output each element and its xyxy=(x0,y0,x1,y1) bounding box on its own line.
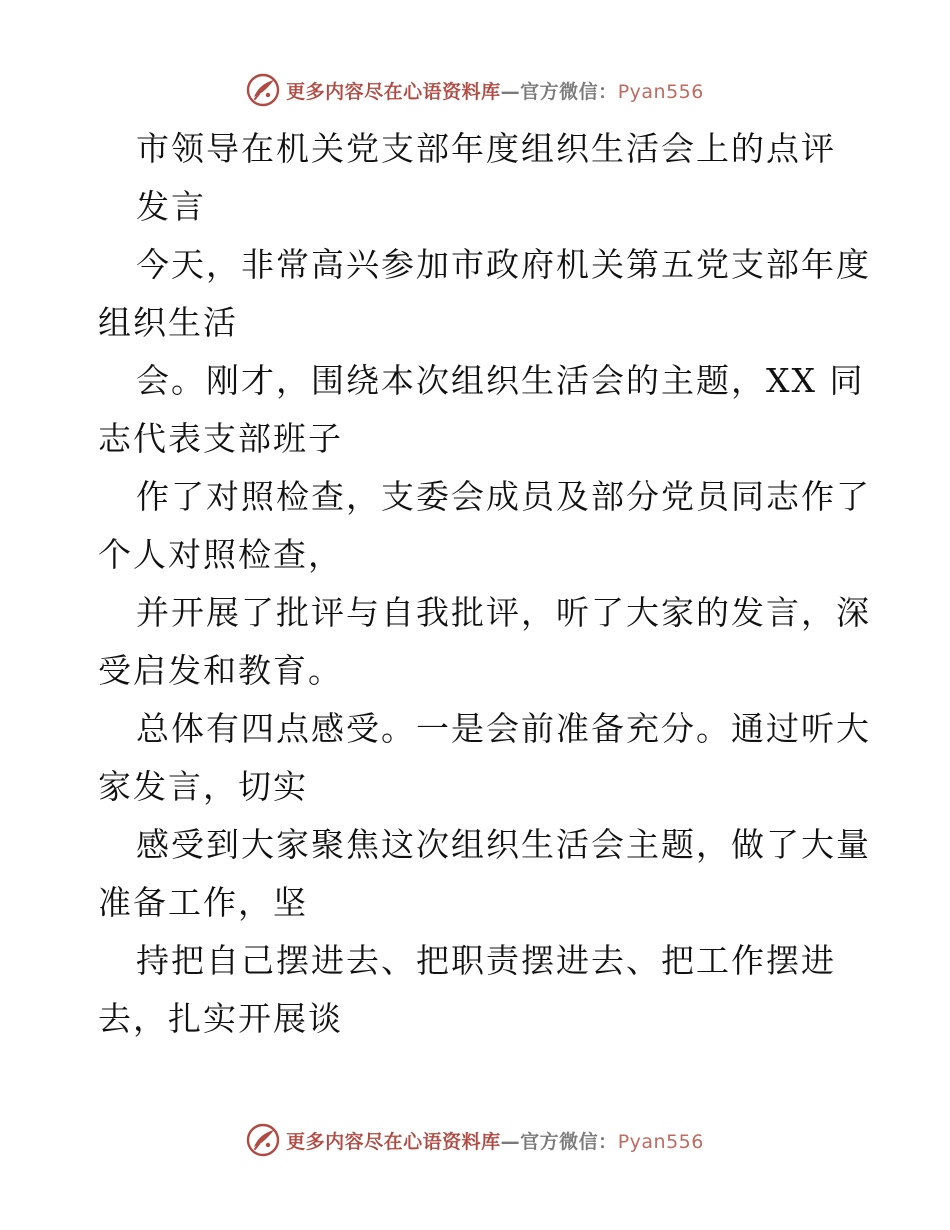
watermark-brand: 更多内容尽在心语资料库 xyxy=(286,1130,501,1153)
paragraph-line: 并开展了批评与自我批评，听了大家的发言，深 xyxy=(136,593,871,632)
watermark-text xyxy=(286,77,704,104)
watermark-dash: — xyxy=(500,80,521,103)
paragraph-line: 组织生活 xyxy=(98,303,238,342)
paragraph-line: 市领导在机关党支部年度组织生活会上的点评 xyxy=(136,129,836,168)
watermark-dash: — xyxy=(500,1130,521,1153)
watermark-label: 官方微信： xyxy=(520,80,618,103)
paragraph-line: 发言 xyxy=(136,187,206,226)
paragraph-line: 志代表支部班子 xyxy=(98,419,343,458)
paragraph-line: 总体有四点感受。一是会前准备充分。通过听大 xyxy=(136,709,871,748)
paragraph-line: 感受到大家聚焦这次组织生活会主题，做了大量 xyxy=(136,825,871,864)
header-watermark xyxy=(0,70,950,110)
paragraph-line: 受启发和教育。 xyxy=(98,651,343,690)
watermark-brand: 更多内容尽在心语资料库 xyxy=(286,80,501,103)
watermark-id: Pyan556 xyxy=(617,80,704,103)
paragraph-line: 作了对照检查，支委会成员及部分党员同志作了 xyxy=(136,477,871,516)
paragraph-line: 持把自己摆进去、把职责摆进去、把工作摆进 xyxy=(136,941,836,980)
paragraph-line: 家发言，切实 xyxy=(98,767,308,806)
document-body xyxy=(98,120,871,1048)
paragraph-line: 今天，非常高兴参加市政府机关第五党支部年度 xyxy=(136,245,871,284)
footer-watermark xyxy=(0,1120,950,1160)
quill-logo-icon xyxy=(246,73,280,107)
quill-logo-icon xyxy=(246,1123,280,1157)
paragraph-line: 去，扎实开展谈 xyxy=(98,999,343,1038)
paragraph-line: 个人对照检查， xyxy=(98,535,343,574)
watermark-id: Pyan556 xyxy=(617,1130,704,1153)
paragraph-line: 准备工作，坚 xyxy=(98,883,308,922)
paragraph-line: 会。刚才，围绕本次组织生活会的主题，XX 同 xyxy=(136,361,865,400)
watermark-text xyxy=(286,1127,704,1154)
watermark-label: 官方微信： xyxy=(520,1130,618,1153)
